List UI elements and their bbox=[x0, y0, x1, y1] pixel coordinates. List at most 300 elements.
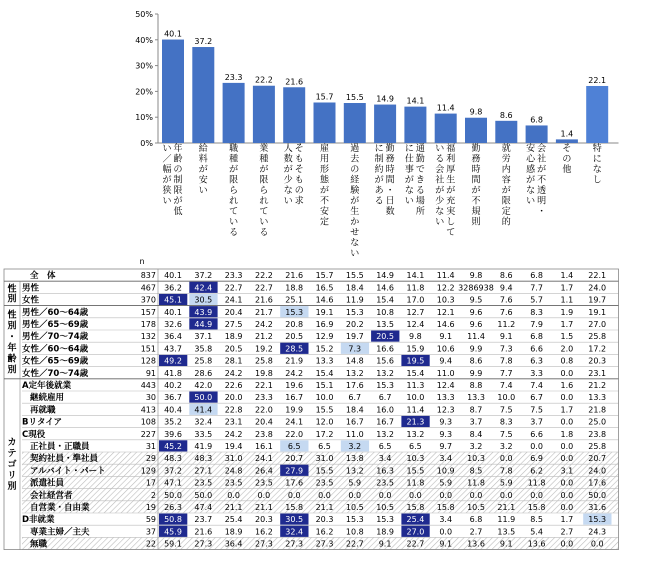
cell-value: 1.9 bbox=[560, 307, 574, 317]
category-char: 明 bbox=[537, 196, 547, 207]
cell-value: 7.8 bbox=[499, 356, 513, 366]
category-char: 的 bbox=[501, 217, 511, 228]
cell-value: 15.6 bbox=[376, 356, 395, 366]
cell-value: 20.4 bbox=[224, 307, 243, 317]
category-char: 就 bbox=[501, 144, 511, 154]
cell-value: 3.4 bbox=[439, 454, 453, 464]
y-tick-label: 20% bbox=[135, 87, 153, 97]
category-char: な bbox=[404, 186, 414, 196]
cell-value: 31.0 bbox=[224, 454, 243, 464]
cell-value: 10.3 bbox=[406, 454, 425, 464]
cell-value: 18.8 bbox=[285, 283, 304, 293]
cell-value: 11.9 bbox=[497, 515, 516, 525]
category-char: 制 bbox=[374, 154, 384, 165]
cell-value: 28.6 bbox=[194, 368, 213, 378]
category-char: い bbox=[526, 196, 536, 207]
cell-value: 40.1 bbox=[164, 271, 182, 281]
row-n: 837 bbox=[140, 271, 156, 281]
cell-value: 23.1 bbox=[588, 368, 607, 378]
cell-value: 19.7 bbox=[588, 295, 607, 305]
cell-value: 6.6 bbox=[530, 344, 543, 354]
row-n: 178 bbox=[140, 320, 156, 329]
cell-value: 15.3 bbox=[588, 515, 607, 525]
cell-value: 3.2 bbox=[469, 442, 483, 451]
cell-value: 27.1 bbox=[194, 466, 213, 476]
cell-value: 2.0 bbox=[560, 344, 574, 354]
category-char: 安 bbox=[319, 207, 330, 217]
cell-value: 35.8 bbox=[194, 344, 213, 354]
category-char: な bbox=[435, 207, 445, 217]
category-label bbox=[471, 142, 480, 228]
row-label: 全 体 bbox=[30, 271, 56, 282]
cell-value: 20.0 bbox=[224, 393, 243, 403]
cell-value: 9.9 bbox=[469, 368, 483, 378]
cell-value: 8.6 bbox=[499, 271, 513, 281]
cell-value: 16.6 bbox=[376, 344, 395, 354]
y-tick-label: 0% bbox=[140, 139, 153, 148]
group-label-char: 別 bbox=[7, 482, 17, 493]
category-label bbox=[284, 142, 304, 207]
category-char: が bbox=[526, 175, 536, 186]
cell-value: 21.1 bbox=[497, 503, 516, 512]
row-n: 128 bbox=[140, 356, 156, 366]
cell-value: 3.7 bbox=[469, 417, 483, 427]
category-char: 時 bbox=[385, 165, 395, 175]
cell-value: 16.1 bbox=[254, 442, 273, 451]
category-char: 不 bbox=[471, 196, 481, 207]
cell-value: 18.9 bbox=[376, 527, 395, 537]
cell-value: 13.2 bbox=[406, 429, 425, 439]
cell-value: 8.3 bbox=[530, 307, 543, 317]
cell-value: 44.9 bbox=[194, 320, 213, 329]
cell-value: 48.3 bbox=[194, 454, 213, 464]
cell-value: 7.9 bbox=[530, 320, 543, 329]
cell-value: 23.8 bbox=[588, 429, 607, 439]
cell-value: 0.0 bbox=[287, 490, 301, 500]
cell-value: 23.8 bbox=[254, 429, 273, 439]
row-n: 132 bbox=[140, 332, 156, 342]
cell-value: 37.1 bbox=[194, 332, 213, 342]
cell-value: 6.5 bbox=[287, 442, 301, 451]
category-char: る bbox=[374, 196, 384, 207]
cell-value: 10.0 bbox=[497, 393, 516, 403]
row-n: 467 bbox=[140, 283, 156, 293]
row-label: 自営業・自由業 bbox=[30, 503, 90, 513]
cell-value: 0.0 bbox=[530, 442, 543, 451]
category-label bbox=[526, 142, 546, 217]
category-char: 過 bbox=[350, 144, 360, 154]
category-char: が bbox=[198, 165, 208, 175]
category-char: が bbox=[471, 186, 481, 196]
cell-value: 12.1 bbox=[436, 307, 455, 317]
y-tick-label: 30% bbox=[135, 61, 153, 71]
cell-value: 19.5 bbox=[406, 356, 425, 366]
cell-value: 22.8 bbox=[224, 405, 243, 415]
category-char: 社 bbox=[435, 175, 445, 186]
cell-value: 7.5 bbox=[530, 405, 543, 415]
cell-value: 50.0 bbox=[194, 393, 213, 403]
cell-value: 20.5 bbox=[224, 344, 243, 354]
cell-value: 15.5 bbox=[345, 271, 364, 281]
cell-value: 6.5 bbox=[409, 442, 422, 451]
bar bbox=[344, 103, 366, 143]
cell-value: 24.2 bbox=[224, 429, 243, 439]
cell-value: 9.1 bbox=[499, 332, 513, 342]
bar bbox=[404, 107, 426, 143]
category-char: せ bbox=[350, 228, 360, 238]
bar-value-label: 14.9 bbox=[376, 94, 395, 104]
cell-value: 9.1 bbox=[439, 539, 453, 549]
cell-value: 35.2 bbox=[164, 417, 182, 427]
cell-value: 23.5 bbox=[224, 478, 243, 488]
cell-value: 1.8 bbox=[560, 429, 574, 439]
cell-value: 9.6 bbox=[469, 320, 483, 329]
category-char: 特 bbox=[592, 144, 602, 154]
category-char: 数 bbox=[283, 154, 293, 165]
cell-value: 43.7 bbox=[164, 344, 182, 354]
cell-value: 11.2 bbox=[497, 320, 516, 329]
category-char: が bbox=[404, 175, 414, 186]
category-char: 内 bbox=[501, 165, 511, 175]
category-char: 狭 bbox=[162, 186, 172, 196]
category-char: 去 bbox=[350, 154, 360, 165]
row-label: 継続雇用 bbox=[30, 393, 65, 404]
cell-value: 7.5 bbox=[499, 429, 513, 439]
group-label-char: 齢 bbox=[7, 354, 17, 365]
cell-value: 0.0 bbox=[439, 490, 453, 500]
cell-value: 0.0 bbox=[560, 393, 574, 403]
row-n: 108 bbox=[140, 417, 156, 427]
category-char: ら bbox=[229, 186, 239, 196]
category-char: が bbox=[435, 186, 445, 196]
category-char: 他 bbox=[562, 165, 572, 175]
cell-value: 11.8 bbox=[467, 478, 485, 488]
cell-value: 1.7 bbox=[560, 515, 574, 525]
row-label: 専業主婦／主夫 bbox=[30, 527, 90, 538]
category-char: な bbox=[592, 165, 602, 175]
cell-value: 20.5 bbox=[285, 332, 304, 342]
y-tick-label: 50% bbox=[135, 10, 153, 19]
cell-value: 24.1 bbox=[224, 295, 243, 305]
cell-value: 6.7 bbox=[530, 393, 543, 403]
cell-value: 0.0 bbox=[378, 490, 392, 500]
cell-value: 13.6 bbox=[467, 539, 485, 549]
group-label-char: 年 bbox=[7, 343, 17, 354]
category-char: が bbox=[446, 186, 456, 196]
cell-value: 0.0 bbox=[257, 490, 271, 500]
cell-value: 37.2 bbox=[164, 466, 182, 476]
cell-value: 10.0 bbox=[406, 393, 425, 403]
cell-value: 31.6 bbox=[588, 503, 607, 512]
bar-value-label: 15.5 bbox=[345, 93, 364, 103]
cell-value: 22.6 bbox=[224, 381, 243, 390]
category-char: 少 bbox=[283, 175, 293, 186]
row-n: 59 bbox=[145, 515, 156, 525]
bar-value-label: 23.3 bbox=[224, 72, 243, 82]
cell-value: 8.8 bbox=[469, 381, 483, 390]
category-char: が bbox=[229, 165, 239, 175]
category-char: い bbox=[229, 217, 239, 228]
cell-value: 15.4 bbox=[376, 295, 395, 305]
cell-value: 27.3 bbox=[285, 539, 304, 549]
cell-value: 7.7 bbox=[499, 368, 513, 378]
cell-value: 9.1 bbox=[439, 332, 453, 342]
cell-value: 21.9 bbox=[285, 356, 304, 366]
cell-value: 0.0 bbox=[560, 442, 574, 451]
category-char: 会 bbox=[537, 144, 547, 154]
bar bbox=[314, 102, 336, 143]
cell-value: 12.4 bbox=[436, 381, 455, 390]
bar bbox=[465, 118, 487, 143]
category-char: 職 bbox=[229, 144, 239, 154]
row-n: 443 bbox=[140, 381, 156, 390]
cell-value: 24.0 bbox=[588, 466, 607, 476]
cell-value: 7.6 bbox=[499, 295, 513, 305]
row-label: 男性／60～64歳 bbox=[22, 307, 89, 318]
cell-value: 23.5 bbox=[315, 478, 334, 488]
category-char: に bbox=[404, 144, 414, 154]
row-label: 会社経営者 bbox=[30, 490, 73, 501]
cell-value: 36.7 bbox=[164, 393, 182, 403]
category-char: い bbox=[283, 196, 293, 207]
category-char: 規 bbox=[471, 207, 481, 217]
cell-value: 45.2 bbox=[164, 442, 182, 451]
cell-value: 39.6 bbox=[164, 429, 182, 439]
cell-value: 20.3 bbox=[254, 515, 273, 525]
cell-value: 22.0 bbox=[254, 405, 273, 415]
cell-value: 20.5 bbox=[376, 332, 395, 342]
cell-value: 17.6 bbox=[285, 478, 304, 488]
cell-value: 0.8 bbox=[560, 356, 574, 366]
row-n: 19 bbox=[145, 503, 156, 512]
cell-value: 8.5 bbox=[530, 515, 543, 525]
cell-value: 5.9 bbox=[439, 478, 453, 488]
cell-value: 40.2 bbox=[164, 381, 182, 390]
cell-value: 11.8 bbox=[527, 478, 546, 488]
cell-value: 24.0 bbox=[588, 283, 607, 293]
cell-value: 12.3 bbox=[436, 405, 455, 415]
cell-value: 0.0 bbox=[499, 454, 513, 464]
cell-value: 16.5 bbox=[315, 283, 334, 293]
cell-value: 24.3 bbox=[588, 527, 607, 537]
cell-value: 12.7 bbox=[406, 307, 425, 317]
category-labels bbox=[139, 142, 601, 266]
category-char: な bbox=[283, 186, 293, 196]
cell-value: 32.4 bbox=[194, 417, 213, 427]
cell-value: 16.7 bbox=[376, 417, 395, 427]
cell-value: 6.3 bbox=[530, 356, 543, 366]
cell-value: 27.9 bbox=[285, 466, 304, 476]
cell-value: 10.3 bbox=[467, 454, 485, 464]
cell-value: 6.8 bbox=[530, 332, 543, 342]
cell-value: 1.7 bbox=[560, 320, 574, 329]
cell-value: 0.0 bbox=[469, 490, 483, 500]
category-char: 不 bbox=[537, 175, 547, 186]
cell-value: 18.9 bbox=[224, 527, 243, 537]
category-char: 安 bbox=[526, 144, 536, 154]
cell-value: 11.4 bbox=[436, 271, 455, 281]
category-char: 利 bbox=[446, 154, 456, 165]
category-char: て bbox=[259, 207, 269, 217]
category-char: 雇 bbox=[319, 144, 330, 154]
group-label-char: ・ bbox=[7, 332, 17, 343]
cell-value: 21.7 bbox=[254, 307, 273, 317]
cell-value: 23.5 bbox=[254, 478, 273, 488]
cell-value: 10.8 bbox=[345, 527, 364, 537]
cell-value: 21.3 bbox=[406, 417, 425, 427]
category-char: 通 bbox=[415, 144, 425, 154]
category-char: 験 bbox=[350, 186, 360, 196]
bar bbox=[586, 86, 608, 143]
category-char: 感 bbox=[526, 165, 536, 175]
cell-value: 8.4 bbox=[469, 429, 483, 439]
cell-value: 10.5 bbox=[345, 503, 364, 512]
cell-value: 18.4 bbox=[345, 283, 364, 293]
row-n: 37 bbox=[145, 527, 156, 537]
cell-value: 22.1 bbox=[254, 381, 273, 390]
cell-value: 6.2 bbox=[530, 466, 543, 476]
cell-value: 15.8 bbox=[406, 503, 425, 512]
category-char: い bbox=[435, 217, 445, 228]
cell-value: 25.8 bbox=[194, 356, 213, 366]
cell-value: 50.8 bbox=[164, 515, 182, 525]
cell-value: 9.9 bbox=[469, 344, 483, 354]
cell-value: 1.1 bbox=[560, 295, 574, 305]
group-label-char: 別 bbox=[7, 321, 17, 332]
cell-value: 36.4 bbox=[224, 539, 243, 549]
cell-value: 11.8 bbox=[406, 478, 425, 488]
cell-value: 5.4 bbox=[530, 527, 543, 537]
cell-value: 11.0 bbox=[345, 429, 364, 439]
cell-value: 41.8 bbox=[164, 368, 182, 378]
category-char: い bbox=[259, 217, 269, 228]
cell-value: 0.0 bbox=[560, 454, 574, 464]
cell-value: 24.2 bbox=[254, 320, 273, 329]
bar bbox=[192, 47, 214, 143]
cell-value: 22.7 bbox=[345, 539, 364, 549]
cell-value: 20.2 bbox=[345, 320, 364, 329]
category-char: 時 bbox=[471, 165, 481, 175]
category-label bbox=[405, 143, 425, 217]
bar-value-label: 22.1 bbox=[588, 75, 607, 85]
row-label: 男性／70～74歳 bbox=[22, 332, 89, 343]
category-char: 勤 bbox=[415, 154, 425, 165]
cell-value: 10.6 bbox=[436, 344, 455, 354]
category-char: れ bbox=[229, 196, 239, 207]
cell-value: 0.0 bbox=[530, 490, 543, 500]
row-n: 91 bbox=[145, 368, 156, 378]
cell-value: 9.1 bbox=[378, 539, 392, 549]
cell-value: 12.0 bbox=[315, 417, 334, 427]
category-label bbox=[562, 143, 571, 175]
category-char: 制 bbox=[173, 175, 183, 186]
category-char: い bbox=[198, 186, 208, 196]
category-label bbox=[199, 142, 208, 196]
cell-value: 25.1 bbox=[285, 295, 304, 305]
row-n: 151 bbox=[140, 344, 156, 354]
category-label bbox=[229, 142, 238, 238]
cell-value: 21.2 bbox=[588, 381, 607, 390]
cell-value: 6.5 bbox=[378, 442, 392, 451]
category-char: 給 bbox=[198, 144, 208, 154]
category-label bbox=[162, 142, 182, 217]
category-char: ・ bbox=[385, 186, 395, 196]
group-label-char: 性 bbox=[7, 310, 17, 321]
bar-value-label: 1.4 bbox=[560, 129, 574, 139]
cell-value: 13.5 bbox=[497, 527, 516, 537]
cell-value: 10.3 bbox=[436, 295, 455, 305]
cell-value: 15.9 bbox=[406, 344, 425, 354]
cell-value: 15.8 bbox=[285, 503, 304, 512]
cell-value: 6.9 bbox=[530, 454, 543, 464]
cell-value: 20.8 bbox=[285, 320, 304, 329]
category-char: 齢 bbox=[173, 154, 183, 165]
category-char: 限 bbox=[259, 175, 269, 186]
cell-value: 16.7 bbox=[345, 417, 364, 427]
row-n: 17 bbox=[145, 478, 156, 488]
category-char: 務 bbox=[471, 154, 481, 165]
category-char: 約 bbox=[374, 165, 384, 175]
category-char: 限 bbox=[229, 175, 239, 186]
cell-value: 7.8 bbox=[499, 466, 513, 476]
cell-value: 40.4 bbox=[164, 405, 182, 415]
n-header-label: n bbox=[139, 257, 145, 266]
cell-value: 42.0 bbox=[194, 381, 213, 390]
cell-value: 17.2 bbox=[315, 429, 334, 439]
row-label: 女性／60～64歳 bbox=[22, 344, 89, 355]
row-label: Bリタイア bbox=[22, 417, 63, 428]
cell-value: 12.4 bbox=[406, 320, 425, 329]
cell-value: 26.4 bbox=[254, 466, 273, 476]
category-char: 年 bbox=[173, 144, 183, 154]
category-char: る bbox=[415, 186, 425, 196]
cell-value: 1.4 bbox=[560, 271, 574, 281]
cell-value: 24.1 bbox=[254, 454, 273, 464]
category-char: の bbox=[294, 186, 304, 196]
category-char: そ bbox=[562, 144, 572, 154]
cell-value: 33.5 bbox=[194, 429, 213, 439]
cell-value: 23.7 bbox=[194, 515, 213, 525]
group-label-char: 別 bbox=[7, 365, 17, 376]
cell-value: 7.4 bbox=[530, 381, 543, 390]
y-tick-label: 10% bbox=[135, 113, 153, 123]
cell-value: 50.0 bbox=[588, 490, 607, 500]
category-char: の bbox=[173, 165, 183, 175]
category-char: で bbox=[415, 165, 425, 175]
cell-value: 23.5 bbox=[194, 478, 213, 488]
category-char: な bbox=[350, 238, 360, 249]
cell-value: 21.1 bbox=[254, 503, 273, 512]
cell-value: 26.3 bbox=[164, 503, 182, 512]
cell-value: 0.0 bbox=[560, 417, 574, 427]
cell-value: 1.6 bbox=[560, 381, 574, 390]
cell-value: 30.5 bbox=[194, 295, 213, 305]
row-label: C現役 bbox=[22, 429, 46, 440]
row-n: 129 bbox=[140, 466, 156, 476]
cell-value: 3.7 bbox=[530, 417, 543, 427]
category-char: 定 bbox=[319, 217, 330, 228]
cell-value: 25.8 bbox=[254, 356, 273, 366]
cell-value: 25.8 bbox=[588, 442, 607, 451]
cell-value: 11.4 bbox=[406, 405, 425, 415]
cell-value: 12.9 bbox=[315, 332, 334, 342]
category-char: が bbox=[501, 186, 511, 196]
cell-value: 13.3 bbox=[588, 393, 607, 403]
cell-value: 11.9 bbox=[345, 295, 364, 305]
cell-value: 10.9 bbox=[436, 466, 455, 476]
cell-value: 9.1 bbox=[499, 539, 513, 549]
category-char: 料 bbox=[198, 154, 208, 165]
